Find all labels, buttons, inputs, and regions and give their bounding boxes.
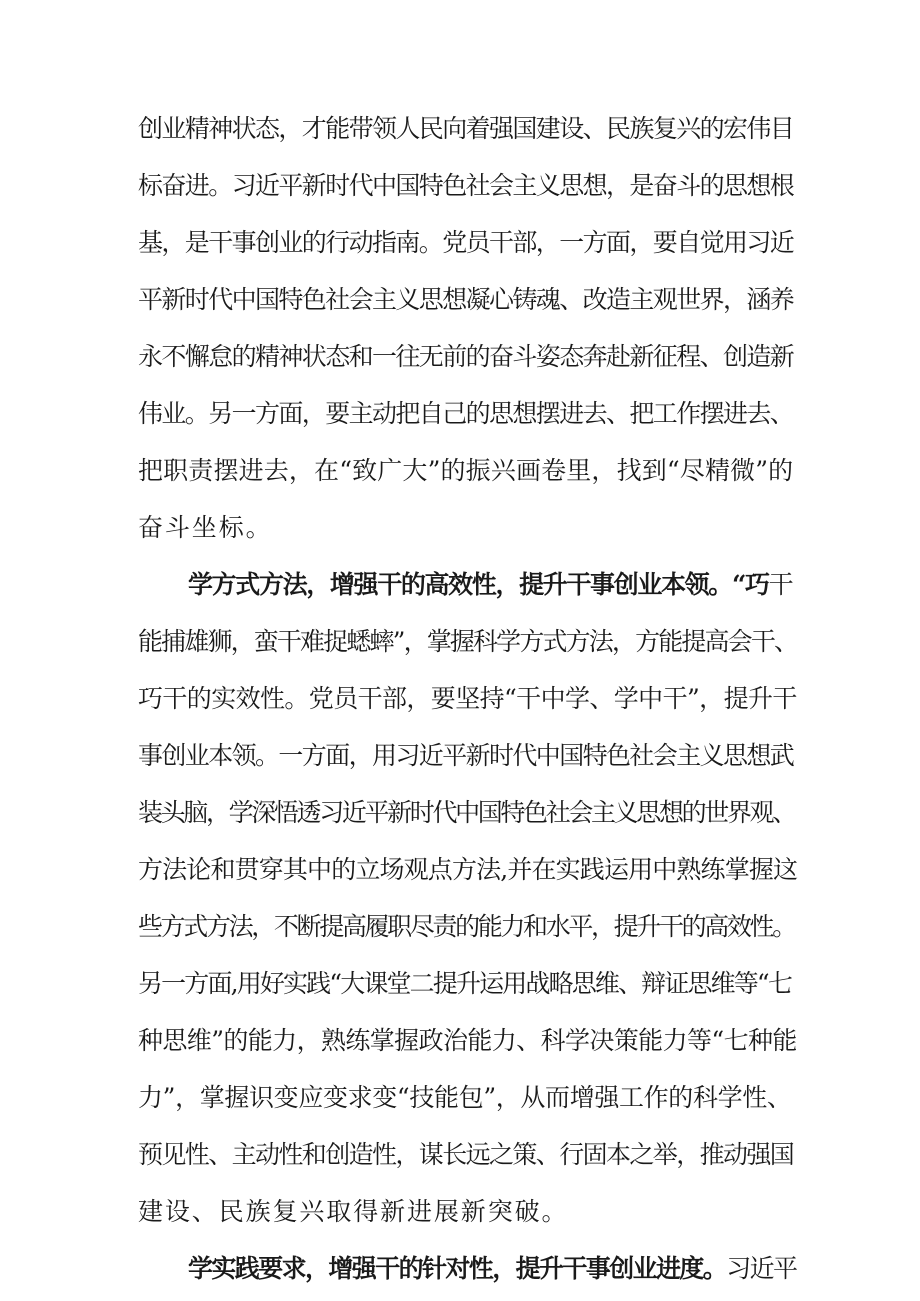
text-line: 永不懈怠的精神状态和一往无前的奋斗姿态奔赴新征程、创造新: [138, 342, 794, 371]
text-run: 习近平: [726, 1254, 797, 1283]
text-line: 能捕雄狮，蛮干难捉蟋蟀”，掌握科学方式方法，方能提高会干、: [138, 627, 798, 656]
text-line: 伟业。另一方面，要主动把自己的思想摆进去、把工作摆进去、: [138, 399, 794, 428]
text-line: 事创业本领。一方面，用习近平新时代中国特色社会主义思想武: [138, 741, 794, 770]
section-heading: 学实践要求，增强干的针对性，提升干事创业进度。: [188, 1254, 727, 1283]
text-line: 平新时代中国特色社会主义思想凝心铸魂、改造主观世界，涵养: [138, 285, 794, 314]
text-line: 装头脑，学深悟透习近平新时代中国特色社会主义思想的世界观、: [138, 798, 795, 827]
section-heading: 学方式方法，增强干的高效性，提升干事创业本领。“巧: [188, 570, 769, 599]
section-heading-line: [188, 570, 798, 600]
text-line: 建设、民族复兴取得新进展新突破。: [138, 1197, 569, 1226]
text-line: 创业精神状态，才能带领人民向着强国建设、民族复兴的宏伟目: [138, 114, 794, 143]
text-line: 些方式方法，不断提高履职尽责的能力和水平，提升干的高效性。: [138, 912, 795, 941]
text-line: 把职责摆进去，在“致广大”的振兴画卷里，找到“尽精微”的: [138, 456, 794, 485]
text-line: 另一方面,用好实践“大课堂二提升运用战略思维、辩证思维等“七: [138, 969, 792, 998]
text-line: 力”，掌握识变应变求变“技能包”，从而增强工作的科学性、: [138, 1083, 792, 1112]
text-line: 标奋进。习近平新时代中国特色社会主义思想，是奋斗的思想根: [138, 171, 794, 200]
text-line: 预见性、主动性和创造性，谋长远之策、行固本之举，推动强国: [138, 1140, 794, 1169]
text-line: 种思维”的能力，熟练掌握政治能力、科学决策能力等“七种能: [138, 1026, 797, 1055]
text-line: 方法论和贯穿其中的立场观点方法,并在实践运用中熟练掌握这: [138, 855, 798, 884]
text-line: 基，是干事创业的行动指南。党员干部，一方面，要自觉用习近: [138, 228, 794, 257]
text-run: 干: [768, 570, 793, 599]
section-heading-line: [188, 1254, 798, 1284]
text-line: 巧干的实效性。党员干部，要坚持“干中学、学中干”，提升干: [138, 684, 797, 713]
text-line: 奋斗坐标。: [138, 513, 273, 542]
